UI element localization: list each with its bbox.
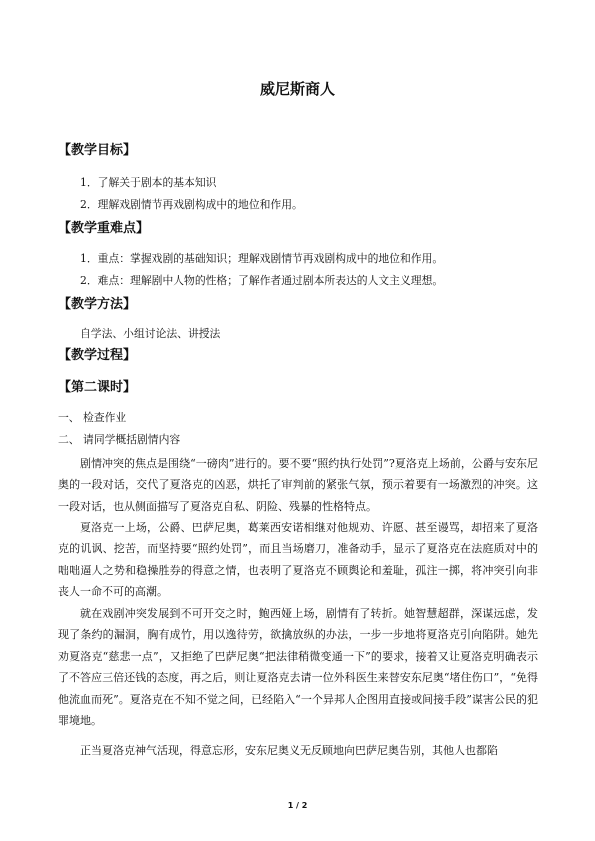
section-heading-methods: 【教学方法】 bbox=[58, 297, 137, 312]
keypoint-item-2: 2．难点：理解剧中人物的性格；了解作者通过剧本所表达的人文主义理想。 bbox=[80, 274, 444, 287]
goal-item-2: 2．理解戏剧情节再戏剧构成中的地位和作用。 bbox=[80, 198, 303, 211]
lesson-step-2: 二、 请同学概括剧情内容 bbox=[58, 433, 181, 446]
goal-item-1: 1．了解关于剧本的基本知识 bbox=[80, 176, 217, 189]
content-paragraph-3: 就在戏剧冲突发展到不可开交之时，鲍西娅上场，剧情有了转折。她智慧超群，深谋远虑，发现了条约的漏洞，胸有成竹，用以逸待劳，欲擒放纵的办法，一步一步地将夏洛克引向陷阱。她先劝夏洛克“慈悲一点”，又拒绝了巴萨尼奥“把法律稍微变通一下”的要求，接着又让夏洛克明确表示了不答应三倍还钱的态度，再之后，则让夏洛克去请一位外科医生来替安东尼奥“堵住伤口”，“免得他流血而死”。夏洛克在不知不觉之间，已经陷入“一个异邦人企图用直接或间接手段”谋害公民的犯罪境地。 bbox=[58, 607, 538, 728]
section-heading-goals: 【教学目标】 bbox=[58, 143, 137, 158]
content-paragraph-2: 夏洛克一上场，公爵、巴萨尼奥，葛莱西安诺相继对他规劝、许愿、甚至谩骂，却招来了夏洛克的讥讽、挖苦，而坚持要“照约处罚”，而且当场磨刀，准备动手，显示了夏洛克在法庭质对中的咄咄逼人之势和稳操胜券的得意之情，也表明了夏洛克不顾舆论和羞耻，孤注一掷，将冲突引向非丧人一命不可的高潮。 bbox=[58, 521, 538, 599]
section-heading-lesson: 【第二课时】 bbox=[58, 380, 137, 395]
document-title: 威尼斯商人 bbox=[259, 80, 335, 98]
section-heading-process: 【教学过程】 bbox=[58, 348, 137, 363]
lesson-step-1: 一、 检查作业 bbox=[58, 411, 127, 424]
methods-text: 自学法、小组讨论法、讲授法 bbox=[80, 327, 221, 340]
content-paragraph-1: 剧情冲突的焦点是围绕“一磅肉”进行的。要不要“照约执行处罚”?夏洛克上场前，公爵与安东尼奥的一段对话，交代了夏洛克的凶恶，烘托了审判前的紧张气氛，预示着要有一场激烈的冲突。这一段对话，也从侧面描写了夏洛克自私、阴险、残暴的性格特点。 bbox=[58, 457, 538, 513]
page-number: 1 / 2 bbox=[287, 801, 308, 810]
keypoint-item-1: 1．重点：掌握戏剧的基础知识；理解戏剧情节再戏剧构成中的地位和作用。 bbox=[80, 252, 444, 265]
section-heading-keypoints: 【教学重难点】 bbox=[58, 221, 150, 236]
content-paragraph-4: 正当夏洛克神气活现，得意忘形，安东尼奥义无反顾地向巴萨尼奥告别，其他人也都陷 bbox=[80, 744, 498, 757]
